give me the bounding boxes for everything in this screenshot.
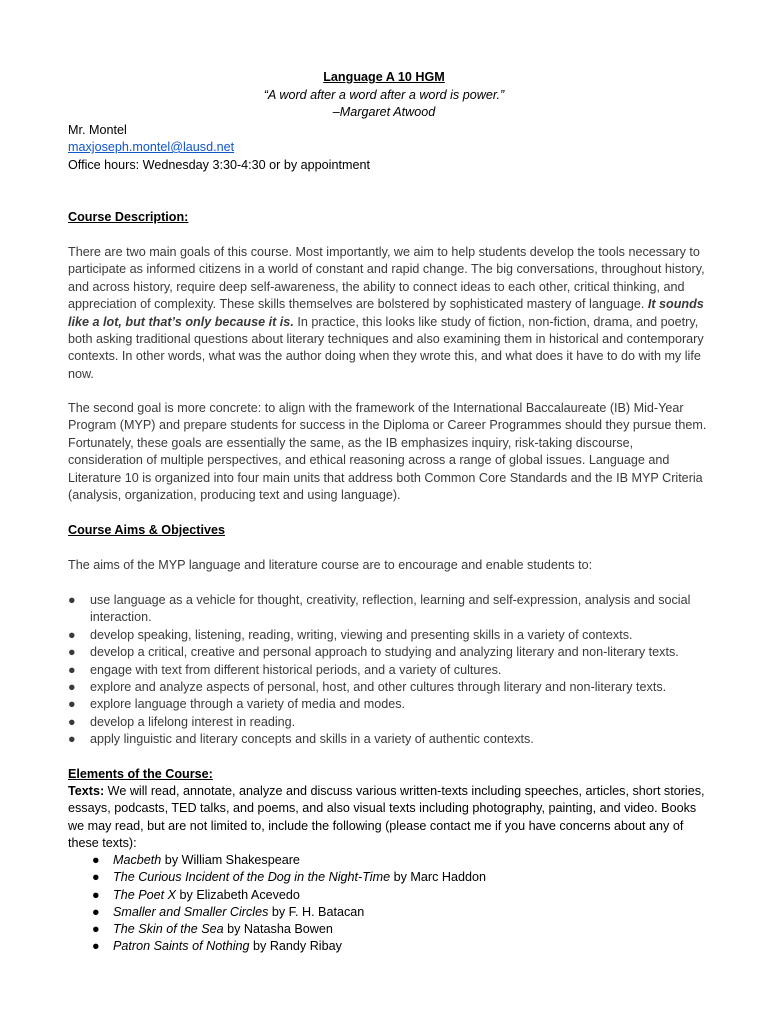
book-author: by Natasha Bowen bbox=[223, 922, 333, 937]
book-author: by Marc Haddon bbox=[390, 870, 486, 885]
aim-text: explore language through a variety of media and modes. bbox=[90, 697, 406, 712]
book-list-item bbox=[92, 869, 712, 886]
bullet-icon: ● bbox=[68, 714, 76, 729]
texts-label: Texts: bbox=[68, 784, 105, 798]
aim-list-item bbox=[68, 644, 718, 661]
aim-text: apply linguistic and literary concepts and skills in a variety of authentic contexts. bbox=[90, 732, 534, 747]
bullet-icon: ● bbox=[92, 939, 100, 954]
aim-list-item bbox=[68, 662, 718, 679]
book-title: The Curious Incident of the Dog in the Night-Time bbox=[113, 870, 391, 885]
aim-text: engage with text from different historical periods, and a variety of cultures. bbox=[90, 662, 502, 677]
teacher-email-link[interactable]: maxjoseph.montel@lausd.net bbox=[68, 140, 235, 154]
office-hours: Office hours: Wednesday 3:30-4:30 or by appointment bbox=[68, 158, 370, 172]
aim-list-item bbox=[68, 696, 718, 713]
aim-text: develop speaking, listening, reading, writing, viewing and presenting skills in a variety of contexts. bbox=[90, 627, 633, 642]
bullet-icon: ● bbox=[68, 732, 76, 747]
book-author: by William Shakespeare bbox=[161, 853, 300, 867]
book-list-item bbox=[92, 887, 712, 904]
texts-body: We will read, annotate, analyze and discuss various written-texts including speeches, articles, short stories, essays, podcasts, TED talks, and poems, and also visual texts including photography, painting, and video. Books we may read, but are not limited to, include the following (please contact me if you have concerns about any of these texts): bbox=[68, 784, 705, 851]
course-description-heading: Course Description: bbox=[68, 210, 189, 224]
paragraph-emphasis: It sounds like a lot, but that’s only because it is. bbox=[68, 297, 704, 329]
book-title: The Poet X bbox=[113, 887, 177, 902]
aim-list-item bbox=[68, 592, 718, 627]
book-title: Smaller and Smaller Circles bbox=[113, 904, 269, 919]
bullet-icon: ● bbox=[68, 697, 76, 712]
paragraph-text: In practice, this looks like study of fiction, non-fiction, drama, and poetry, both asking traditional questions about literary techniques and also examining them in historical and contemporary contexts. In other words, what was the author doing when they wrote this, and what does it have to do with my life now. bbox=[68, 314, 704, 381]
book-list-item bbox=[92, 921, 712, 938]
bullet-icon: ● bbox=[68, 645, 76, 660]
epigraph-quote: “A word after a word after a word is power.” bbox=[263, 88, 505, 102]
bullet-icon: ● bbox=[92, 853, 100, 867]
teacher-name: Mr. Montel bbox=[68, 123, 127, 137]
course-aims-heading: Course Aims & Objectives bbox=[68, 523, 226, 537]
course-description-paragraph-1 bbox=[68, 244, 708, 383]
document-title: Language A 10 HGM bbox=[323, 70, 445, 84]
aim-text: develop a lifelong interest in reading. bbox=[90, 714, 296, 729]
book-title: Macbeth bbox=[113, 853, 162, 867]
course-aims-intro: The aims of the MYP language and literature course are to encourage and enable students to: bbox=[68, 558, 593, 572]
book-author: by Elizabeth Acevedo bbox=[176, 887, 300, 902]
course-aims-list bbox=[68, 592, 718, 749]
course-elements-heading: Elements of the Course: bbox=[68, 767, 213, 781]
bullet-icon: ● bbox=[68, 662, 76, 677]
bullet-icon: ● bbox=[68, 627, 76, 642]
aim-list-item bbox=[68, 731, 718, 748]
book-list-item bbox=[92, 938, 712, 955]
course-description-paragraph-2: The second goal is more concrete: to align with the framework of the International Baccalaureate (IB) Mid-Year Program (MYP) and prepare students for success in the Diploma or Career Programmes should they pursue them. Fortunately, these goals are essentially the same, as the IB emphasizes inquiry, risk-taking discourse, consideration of multiple perspectives, and ethical reasoning across a range of global issues. Language and Literature 10 is organized into four main units that address both Common Core Standards and the IB MYP Criteria (analysis, organization, producing text and using language). bbox=[68, 401, 707, 503]
book-author: by Randy Ribay bbox=[249, 939, 342, 954]
aim-list-item bbox=[68, 627, 718, 644]
bullet-icon: ● bbox=[68, 680, 76, 695]
epigraph-author: –Margaret Atwood bbox=[332, 105, 436, 119]
bullet-icon: ● bbox=[92, 922, 100, 937]
bullet-icon: ● bbox=[92, 904, 100, 919]
aim-list-item bbox=[68, 679, 718, 696]
aim-list-item bbox=[68, 714, 718, 731]
texts-paragraph bbox=[68, 783, 708, 853]
book-list bbox=[92, 852, 712, 956]
bullet-icon: ● bbox=[92, 870, 100, 885]
aim-text: use language as a vehicle for thought, creativity, reflection, learning and self-expression, analysis and social interaction. bbox=[90, 593, 691, 625]
aim-text: develop a critical, creative and personal approach to studying and analyzing literary and non-literary texts. bbox=[90, 645, 679, 660]
book-list-item bbox=[92, 852, 712, 869]
book-title: Patron Saints of Nothing bbox=[113, 939, 250, 954]
bullet-icon: ● bbox=[92, 887, 100, 902]
book-title: The Skin of the Sea bbox=[113, 922, 224, 937]
book-author: by F. H. Batacan bbox=[268, 904, 365, 919]
book-list-item bbox=[92, 904, 712, 921]
bullet-icon: ● bbox=[68, 593, 76, 607]
aim-text: explore and analyze aspects of personal, host, and other cultures through literary and non-literary texts. bbox=[90, 680, 667, 695]
paragraph-text: There are two main goals of this course. Most importantly, we aim to help students develop the tools necessary to participate as informed citizens in a world of constant and rapid change. The big conversations, throughout history, and across history, require deep self-awareness, the ability to connect ideas to each other, critical thinking, and appreciation of complexity. These skills themselves are bolstered by sophisticated mastery of language. bbox=[68, 245, 705, 312]
